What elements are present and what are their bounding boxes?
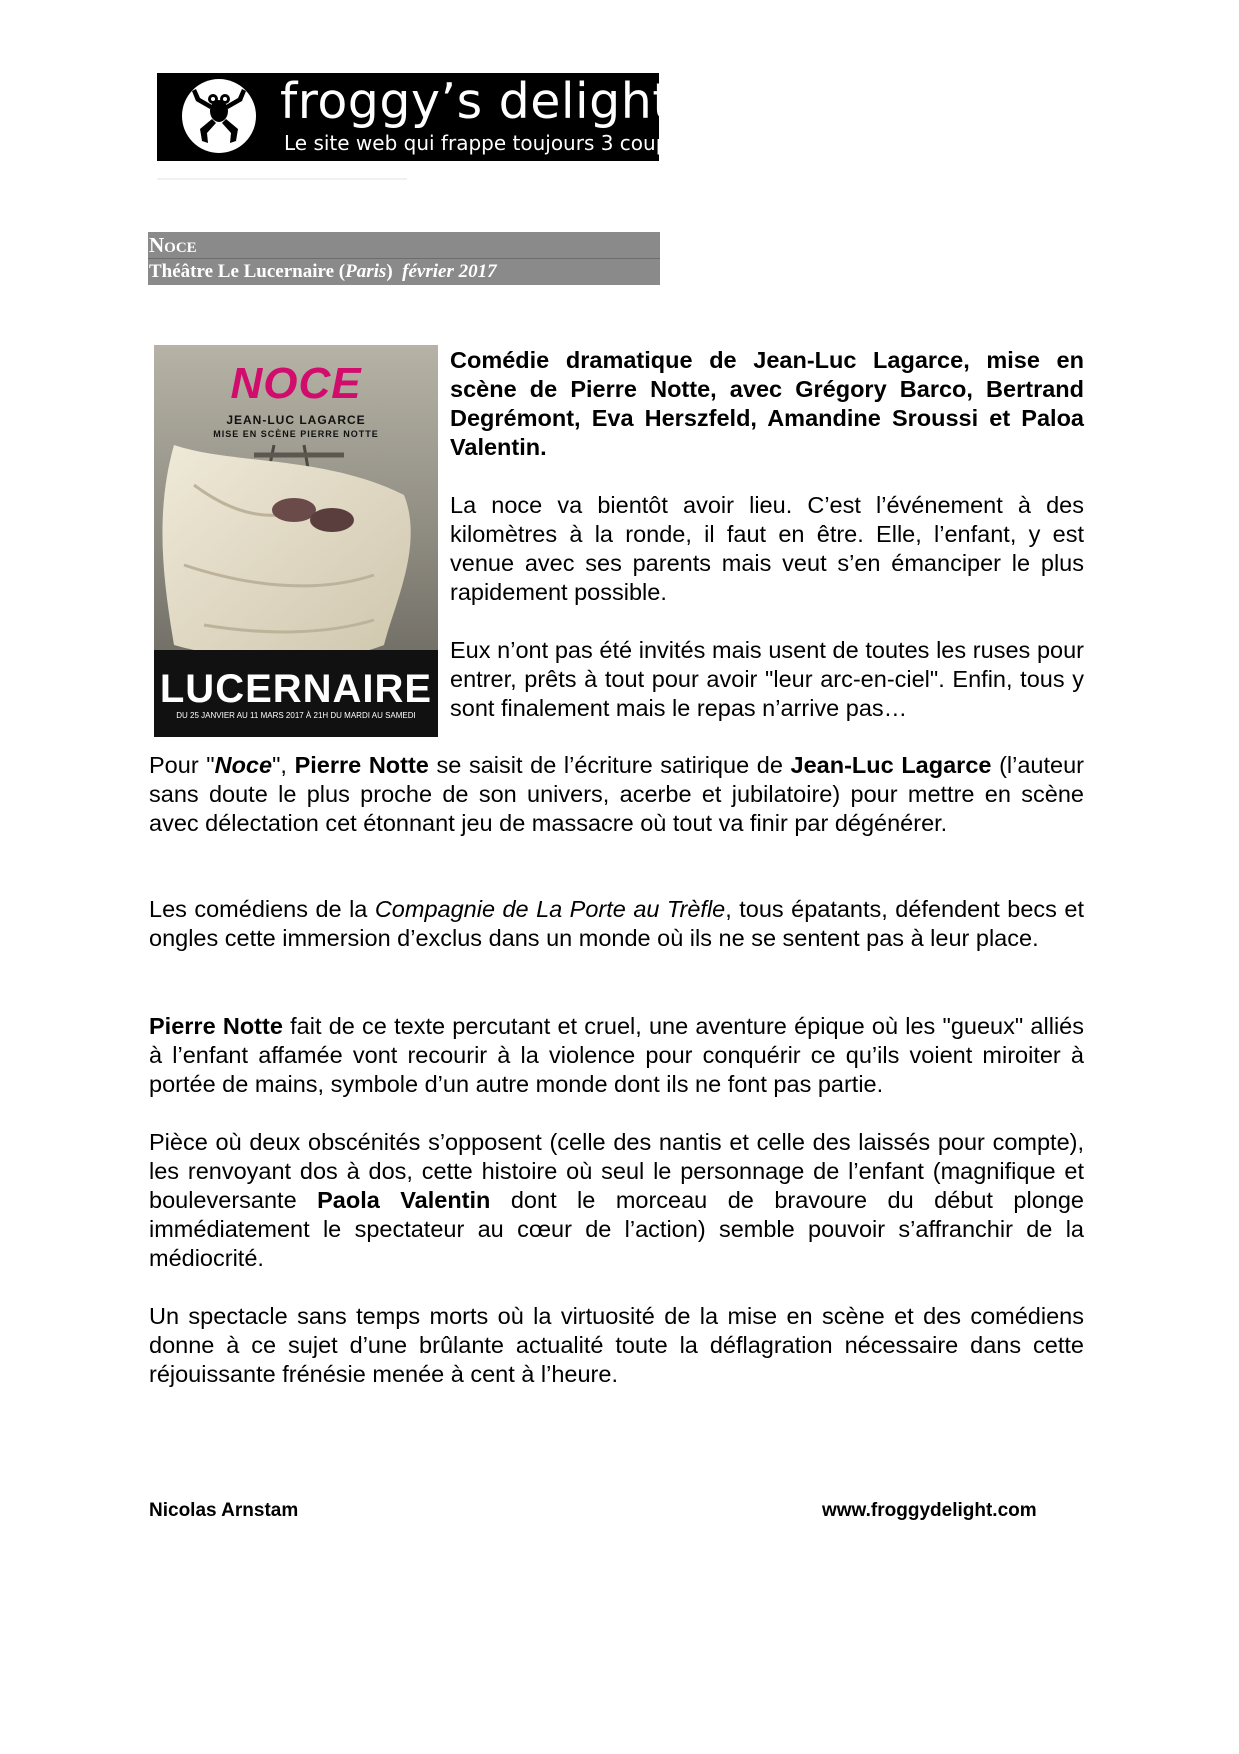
company-name: Compagnie de La Porte au Trèfle [374, 896, 726, 922]
logo-divider [157, 178, 407, 180]
show-poster [154, 345, 438, 737]
poster-venue: LUCERNAIRE [159, 667, 433, 711]
text-run: se saisit de l’écriture satirique de [428, 752, 791, 778]
city: Paris [345, 261, 387, 282]
article-intro: Comédie dramatique de Jean-Luc Lagarce, mise en scène de Pierre Notte, avec Grégory Barco, Bertrand Degrémont, Eva Herszfeld, Amandine Sroussi et Paloa Valentin. [450, 347, 1084, 460]
text-run: (l’auteur sans doute le plus proche de son univers, acerbe et jubilatoire) pour mettre en scène avec délectation cet étonnant jeu de massacre où tout va finir par dégénérer. [149, 752, 1084, 836]
paragraph-4 [149, 895, 1084, 953]
poster-author: JEAN-LUC LAGARCE [226, 413, 366, 427]
paragraph-6 [149, 1128, 1084, 1273]
logo-name: froggy’s delight [280, 73, 673, 130]
article-author: Nicolas Arnstam [149, 1500, 299, 1521]
date-separator: ) [386, 261, 403, 282]
director-name: Pierre Notte [149, 1013, 283, 1039]
frog-icon [182, 79, 256, 153]
article-header [148, 232, 660, 285]
date: février 2017 [402, 261, 497, 282]
text-run: ", [272, 752, 295, 778]
show-title-ref: Noce [214, 752, 273, 778]
paragraph-2: Eux n’ont pas été invités mais usent de toutes les ruses pour entrer, prêts à tout pour avoir "leur arc-en-ciel". Enfin, tous y sont finalement mais le repas n’arrive pas… [450, 637, 1084, 721]
paragraph-5 [149, 1012, 1084, 1099]
paragraph-1: La noce va bientôt avoir lieu. C’est l’événement à des kilomètres à la ronde, il faut en être. Elle, l’enfant, y est venue avec ses parents mais veut s’en émanciper le plus rapidement possible. [450, 492, 1084, 605]
text-run: dont le morceau de bravoure du début plonge immédiatement le spectateur au cœur de l’action) semble pouvoir s’affranchir de la médiocrité. [149, 1187, 1084, 1271]
text-run: , tous épatants, défendent becs et ongles cette immersion d’exclus dans un monde où ils ne se sentent pas à leur place. [149, 896, 1084, 951]
site-link[interactable]: www.froggydelight.com [822, 1500, 1037, 1521]
text-run: fait de ce texte percutant et cruel, une aventure épique où les "gueux" alliés à l’enfant affamée vont recourir à la violence pour conquérir ce qu’ils voient miroiter à portée de mains, symbole d’un autre monde dont ils ne font pas partie. [149, 1013, 1084, 1097]
site-logo[interactable] [157, 73, 679, 161]
article-venue-date [148, 259, 660, 285]
poster-director: MISE EN SCÈNE PIERRE NOTTE [213, 429, 379, 439]
paragraph-7: Un spectacle sans temps morts où la virtuosité de la mise en scène et des comédiens donne à ce sujet d’une brûlante actualité toute la déflagration nécessaire dans cette réjouissante frénésie menée à cent à l’heure. [149, 1303, 1084, 1387]
text-run: Pour " [149, 752, 215, 778]
actress-name: Paola Valentin [317, 1187, 491, 1213]
logo-tagline: Le site web qui frappe toujours 3 coups [284, 131, 679, 155]
poster-title: NOCE [230, 359, 362, 408]
director-name: Pierre Notte [294, 752, 429, 778]
author-name: Jean-Luc Lagarce [790, 752, 992, 778]
poster-dates: DU 25 JANVIER AU 11 MARS 2017 À 21H DU MARDI AU SAMEDI [176, 711, 416, 720]
paragraph-3 [149, 751, 1084, 838]
venue: Théâtre Le Lucernaire ( [149, 261, 346, 282]
article-title: Noce [148, 232, 660, 259]
text-run: Les comédiens de la [149, 896, 375, 922]
text-run: Pièce où deux obscénités s’opposent (celle des nantis et celle des laissés pour compte), les renvoyant dos à dos, cette histoire où seul le personnage de l’enfant (magnifique et bouleversante [149, 1129, 1084, 1213]
